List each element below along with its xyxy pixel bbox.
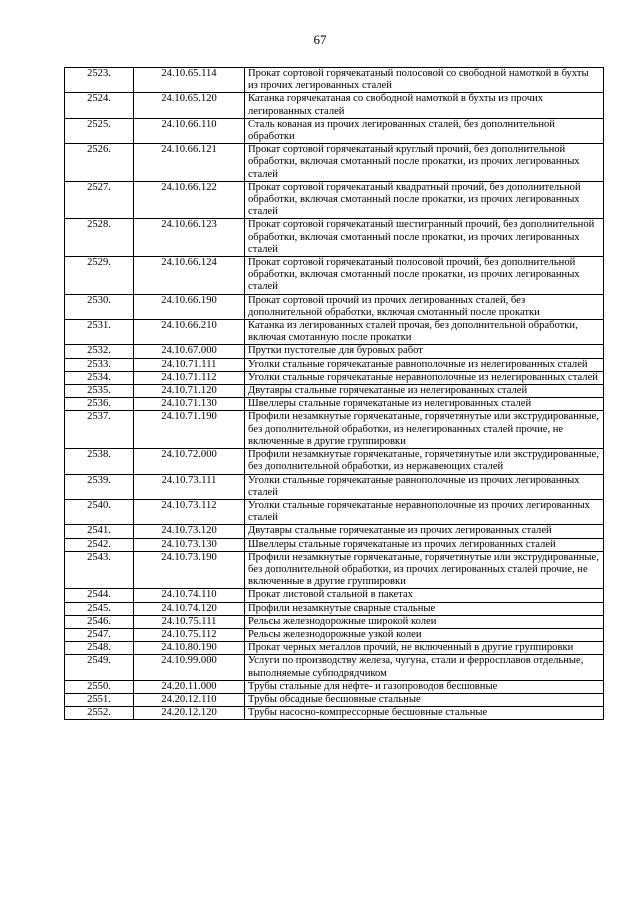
row-name: Трубы насосно-компрессорные бесшовные стальные: [245, 707, 604, 720]
table-row: [65, 655, 604, 680]
row-number: 2538.: [65, 449, 134, 474]
table-row: [65, 551, 604, 589]
table-row: [65, 474, 604, 499]
table-row: [65, 615, 604, 628]
row-name: Прокат сортовой горячекатаный круглый прочий, без дополнительной обработки, включая смотанный после прокатки, из прочих легированных сталей: [245, 144, 604, 182]
table-row: [65, 371, 604, 384]
row-code: 24.10.73.130: [134, 538, 245, 551]
table-row: [65, 449, 604, 474]
row-name: Сталь кованая из прочих легированных сталей, без дополнительной обработки: [245, 118, 604, 143]
row-name: Уголки стальные горячекатаные неравнополочные из прочих легированных сталей: [245, 499, 604, 524]
row-name: Уголки стальные горячекатаные неравнополочные из нелегированных сталей: [245, 371, 604, 384]
row-code: 24.10.66.122: [134, 181, 245, 219]
row-code: 24.10.71.112: [134, 371, 245, 384]
row-number: 2544.: [65, 589, 134, 602]
row-number: 2549.: [65, 655, 134, 680]
table-row: [65, 680, 604, 693]
row-code: 24.10.67.000: [134, 345, 245, 358]
row-code: 24.10.73.112: [134, 499, 245, 524]
page-number: 67: [313, 32, 327, 47]
row-number: 2528.: [65, 219, 134, 257]
row-code: 24.10.73.190: [134, 551, 245, 589]
row-code: 24.10.73.111: [134, 474, 245, 499]
row-code: 24.10.71.190: [134, 411, 245, 449]
row-code: 24.10.72.000: [134, 449, 245, 474]
row-name: Двутавры стальные горячекатаные из прочих легированных сталей: [245, 525, 604, 538]
row-number: 2531.: [65, 320, 134, 345]
row-code: 24.10.66.124: [134, 257, 245, 295]
row-number: 2535.: [65, 385, 134, 398]
row-code: 24.10.80.190: [134, 642, 245, 655]
table-body: [65, 68, 604, 720]
row-name: Швеллеры стальные горячекатаные из прочих легированных сталей: [245, 538, 604, 551]
row-code: 24.10.66.190: [134, 294, 245, 319]
row-name: Рельсы железнодорожные широкой колеи: [245, 615, 604, 628]
row-number: 2542.: [65, 538, 134, 551]
row-number: 2539.: [65, 474, 134, 499]
row-name: Рельсы железнодорожные узкой колеи: [245, 628, 604, 641]
row-name: Прокат сортовой горячекатаный шестигранный прочий, без дополнительной обработки, включая смотанный после прокатки, из прочих легированных сталей: [245, 219, 604, 257]
table-row: [65, 144, 604, 182]
row-name: Уголки стальные горячекатаные равнополочные из прочих легированных сталей: [245, 474, 604, 499]
row-code: 24.10.71.111: [134, 358, 245, 371]
row-code: 24.10.71.130: [134, 398, 245, 411]
table-row: [65, 93, 604, 118]
row-number: 2551.: [65, 693, 134, 706]
table-row: [65, 181, 604, 219]
table-row: [65, 398, 604, 411]
row-name: Трубы обсадные бесшовные стальные: [245, 693, 604, 706]
row-name: Катанка из легированных сталей прочая, без дополнительной обработки, включая смотанную после прокатки: [245, 320, 604, 345]
table-row: [65, 628, 604, 641]
row-name: Прокат сортовой горячекатаный полосовой прочий, без дополнительной обработки, включая смотанный после прокатки, из прочих легированных сталей: [245, 257, 604, 295]
row-name: Уголки стальные горячекатаные равнополочные из нелегированных сталей: [245, 358, 604, 371]
row-name: Профили незамкнутые сварные стальные: [245, 602, 604, 615]
row-number: 2545.: [65, 602, 134, 615]
row-number: 2526.: [65, 144, 134, 182]
table-row: [65, 707, 604, 720]
table-row: [65, 294, 604, 319]
row-code: 24.10.74.110: [134, 589, 245, 602]
row-code: 24.10.75.111: [134, 615, 245, 628]
row-code: 24.10.66.210: [134, 320, 245, 345]
row-code: 24.10.99.000: [134, 655, 245, 680]
table-row: [65, 525, 604, 538]
row-name: Двутавры стальные горячекатаные из нелегированных сталей: [245, 385, 604, 398]
table-row: [65, 693, 604, 706]
row-name: Швеллеры стальные горячекатаные из нелегированных сталей: [245, 398, 604, 411]
row-number: 2532.: [65, 345, 134, 358]
row-name: Трубы стальные для нефте- и газопроводов бесшовные: [245, 680, 604, 693]
table-row: [65, 538, 604, 551]
table-row: [65, 219, 604, 257]
row-number: 2550.: [65, 680, 134, 693]
row-number: 2530.: [65, 294, 134, 319]
row-number: 2534.: [65, 371, 134, 384]
row-name: Профили незамкнутые горячекатаные, горячетянутые или экструдированные, без дополнительной обработки, из нержавеющих сталей: [245, 449, 604, 474]
table-row: [65, 589, 604, 602]
table-row: [65, 602, 604, 615]
row-code: 24.20.12.120: [134, 707, 245, 720]
row-name: Прокат листовой стальной в пакетах: [245, 589, 604, 602]
table-row: [65, 411, 604, 449]
table-row: [65, 345, 604, 358]
table-row: [65, 68, 604, 93]
row-name: Прутки пустотелые для буровых работ: [245, 345, 604, 358]
row-number: 2536.: [65, 398, 134, 411]
classification-table: [64, 67, 604, 720]
row-code: 24.20.11.000: [134, 680, 245, 693]
row-name: Прокат сортовой горячекатаный полосовой со свободной намоткой в бухты из прочих легированных сталей: [245, 68, 604, 93]
row-code: 24.10.71.120: [134, 385, 245, 398]
table-row: [65, 257, 604, 295]
row-name: Профили незамкнутые горячекатаные, горячетянутые или экструдированные, без дополнительной обработки, из прочих легированных сталей прочие, не включенные в другие группировки: [245, 551, 604, 589]
row-name: Катанка горячекатаная со свободной намоткой в бухты из прочих легированных сталей: [245, 93, 604, 118]
row-number: 2552.: [65, 707, 134, 720]
row-name: Услуги по производству железа, чугуна, стали и ферросплавов отдельные, выполняемые субподрядчиком: [245, 655, 604, 680]
row-number: 2523.: [65, 68, 134, 93]
row-name: Прокат сортовой горячекатаный квадратный прочий, без дополнительной обработки, включая смотанный после прокатки, из прочих легированных сталей: [245, 181, 604, 219]
row-code: 24.20.12.110: [134, 693, 245, 706]
row-code: 24.10.65.114: [134, 68, 245, 93]
table-row: [65, 118, 604, 143]
row-number: 2546.: [65, 615, 134, 628]
row-name: Профили незамкнутые горячекатаные, горячетянутые или экструдированные, без дополнительной обработки, из нелегированных сталей прочие, не включенные в другие группировки: [245, 411, 604, 449]
table-row: [65, 385, 604, 398]
row-code: 24.10.73.120: [134, 525, 245, 538]
row-number: 2537.: [65, 411, 134, 449]
row-code: 24.10.75.112: [134, 628, 245, 641]
row-code: 24.10.65.120: [134, 93, 245, 118]
row-number: 2547.: [65, 628, 134, 641]
table-row: [65, 642, 604, 655]
row-number: 2548.: [65, 642, 134, 655]
row-number: 2525.: [65, 118, 134, 143]
row-number: 2541.: [65, 525, 134, 538]
table-row: [65, 320, 604, 345]
row-name: Прокат черных металлов прочий, не включенный в другие группировки: [245, 642, 604, 655]
table-row: [65, 499, 604, 524]
row-number: 2529.: [65, 257, 134, 295]
row-number: 2524.: [65, 93, 134, 118]
row-code: 24.10.66.110: [134, 118, 245, 143]
row-number: 2527.: [65, 181, 134, 219]
row-number: 2533.: [65, 358, 134, 371]
table-row: [65, 358, 604, 371]
row-number: 2543.: [65, 551, 134, 589]
row-code: 24.10.66.121: [134, 144, 245, 182]
row-code: 24.10.66.123: [134, 219, 245, 257]
row-code: 24.10.74.120: [134, 602, 245, 615]
row-number: 2540.: [65, 499, 134, 524]
row-name: Прокат сортовой прочий из прочих легированных сталей, без дополнительной обработки, включая смотанный после прокатки: [245, 294, 604, 319]
